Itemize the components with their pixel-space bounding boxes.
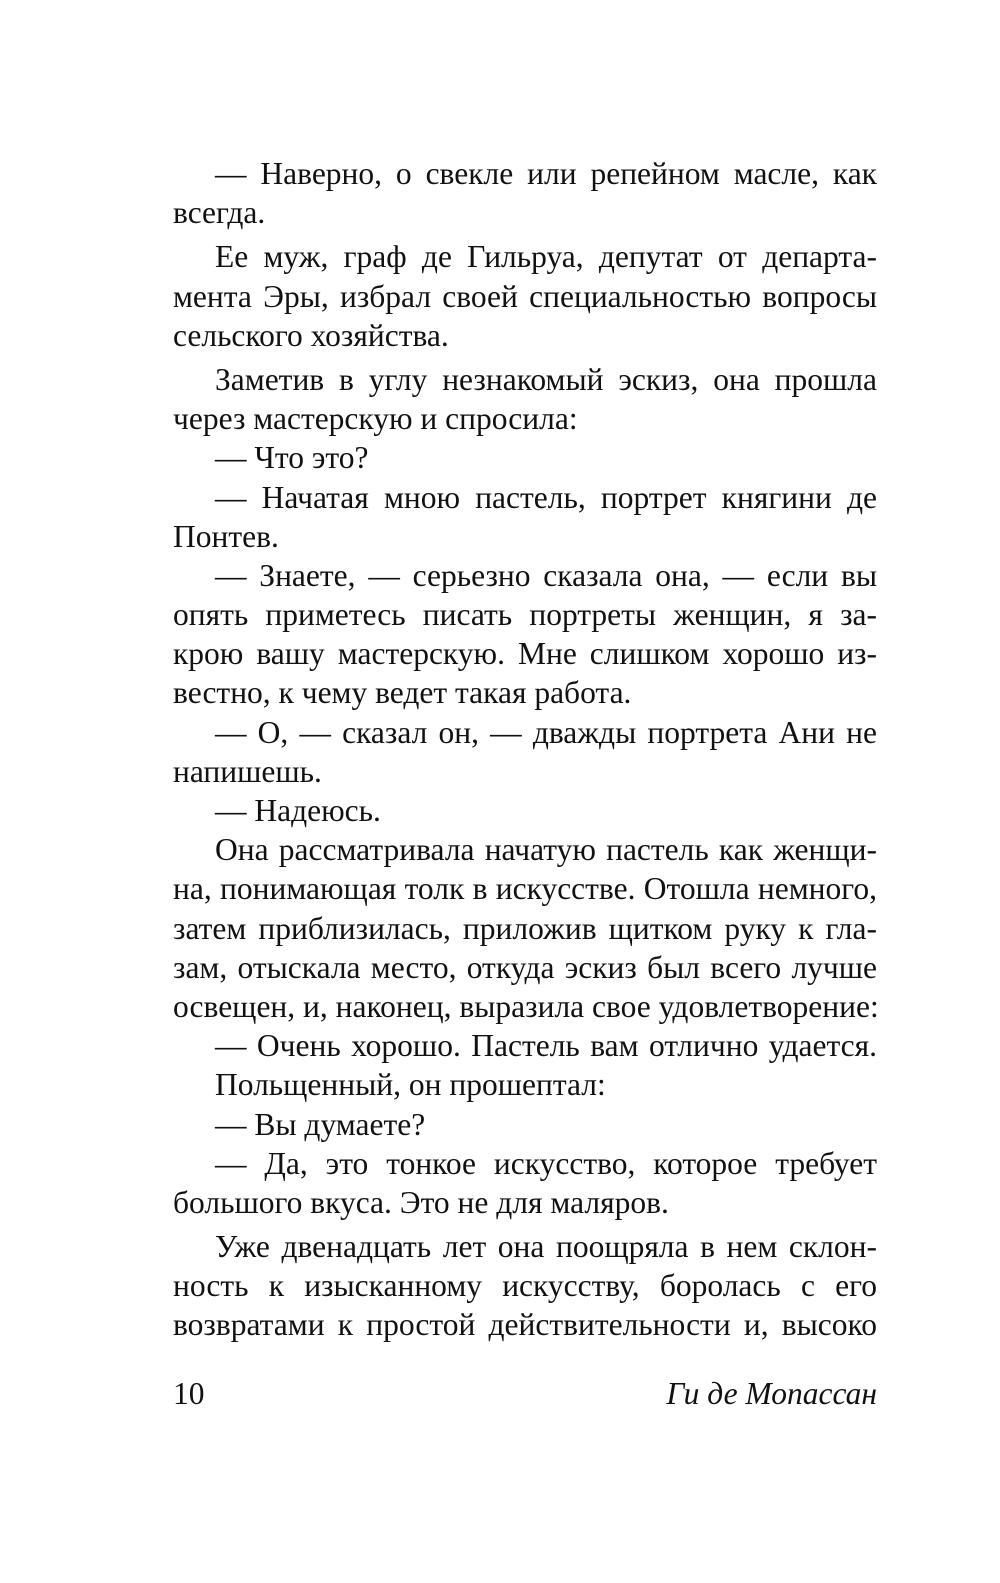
text-line: — О, — сказал он, — дважды портрета Ани не [215, 714, 877, 750]
text-line: ность к изысканному искусству, боролась с его [173, 1268, 877, 1304]
page-number: 10 [173, 1376, 205, 1411]
running-footer-author: Ги де Мопассан [666, 1376, 877, 1411]
text-line: возвратами к простой действительности и, высоко [173, 1307, 877, 1343]
text-line: через мастерскую и спросила: [173, 401, 578, 437]
text-line: мента Эры, избрал своей специальностью вопросы [173, 278, 877, 314]
text-line: сельского хозяйства. [173, 317, 449, 353]
text-line: опять приметесь писать портреты женщин, я за- [173, 597, 877, 633]
text-line: напишешь. [173, 753, 322, 789]
text-line: — Знаете, — серьезно сказала она, — если вы [215, 557, 877, 593]
text-line: освещен, и, наконец, выразила свое удовлетворение: [173, 988, 879, 1024]
text-line: на, понимающая толк в искусстве. Отошла немного, [173, 871, 877, 907]
text-line: всегда. [173, 195, 266, 231]
text-line: затем приблизилась, приложив щитком руку к гла- [173, 910, 877, 946]
text-line: — Наверно, о свекле или репейном масле, как [215, 156, 877, 191]
text-line: большого вкуса. Это не для маляров. [173, 1184, 669, 1220]
text-line: Заметив в углу незнакомый эскиз, она прошла [215, 361, 877, 397]
text-line: Польщенный, он прошептал: [215, 1067, 606, 1103]
text-line: — Начатая мною пастель, портрет княгини де [215, 479, 877, 515]
text-line: зам, отыскала место, откуда эскиз был всего лучше [173, 949, 877, 985]
text-line: — Да, это тонкое искусство, которое требует [215, 1145, 877, 1181]
text-line: Ее муж, граф де Гильруа, депутат от департа- [215, 239, 877, 275]
text-line: вестно, к чему ведет такая работа. [173, 675, 632, 711]
body-text [173, 154, 877, 1345]
text-line: крою вашу мастерскую. Мне слишком хорошо из- [173, 636, 877, 672]
text-line: — Что это? [215, 440, 369, 476]
text-line: — Надеюсь. [215, 793, 381, 828]
text-line: — Очень хорошо. Пастель вам отлично удается. [215, 1028, 877, 1064]
text-line: — Вы думаете? [215, 1106, 426, 1142]
text-line: Она рассматривала начатую пастель как женщи- [215, 832, 877, 868]
page-footer [173, 1374, 877, 1414]
text-line: Уже двенадцать лет она поощряла в нем склон- [215, 1229, 877, 1265]
text-line: Понтев. [173, 518, 279, 554]
